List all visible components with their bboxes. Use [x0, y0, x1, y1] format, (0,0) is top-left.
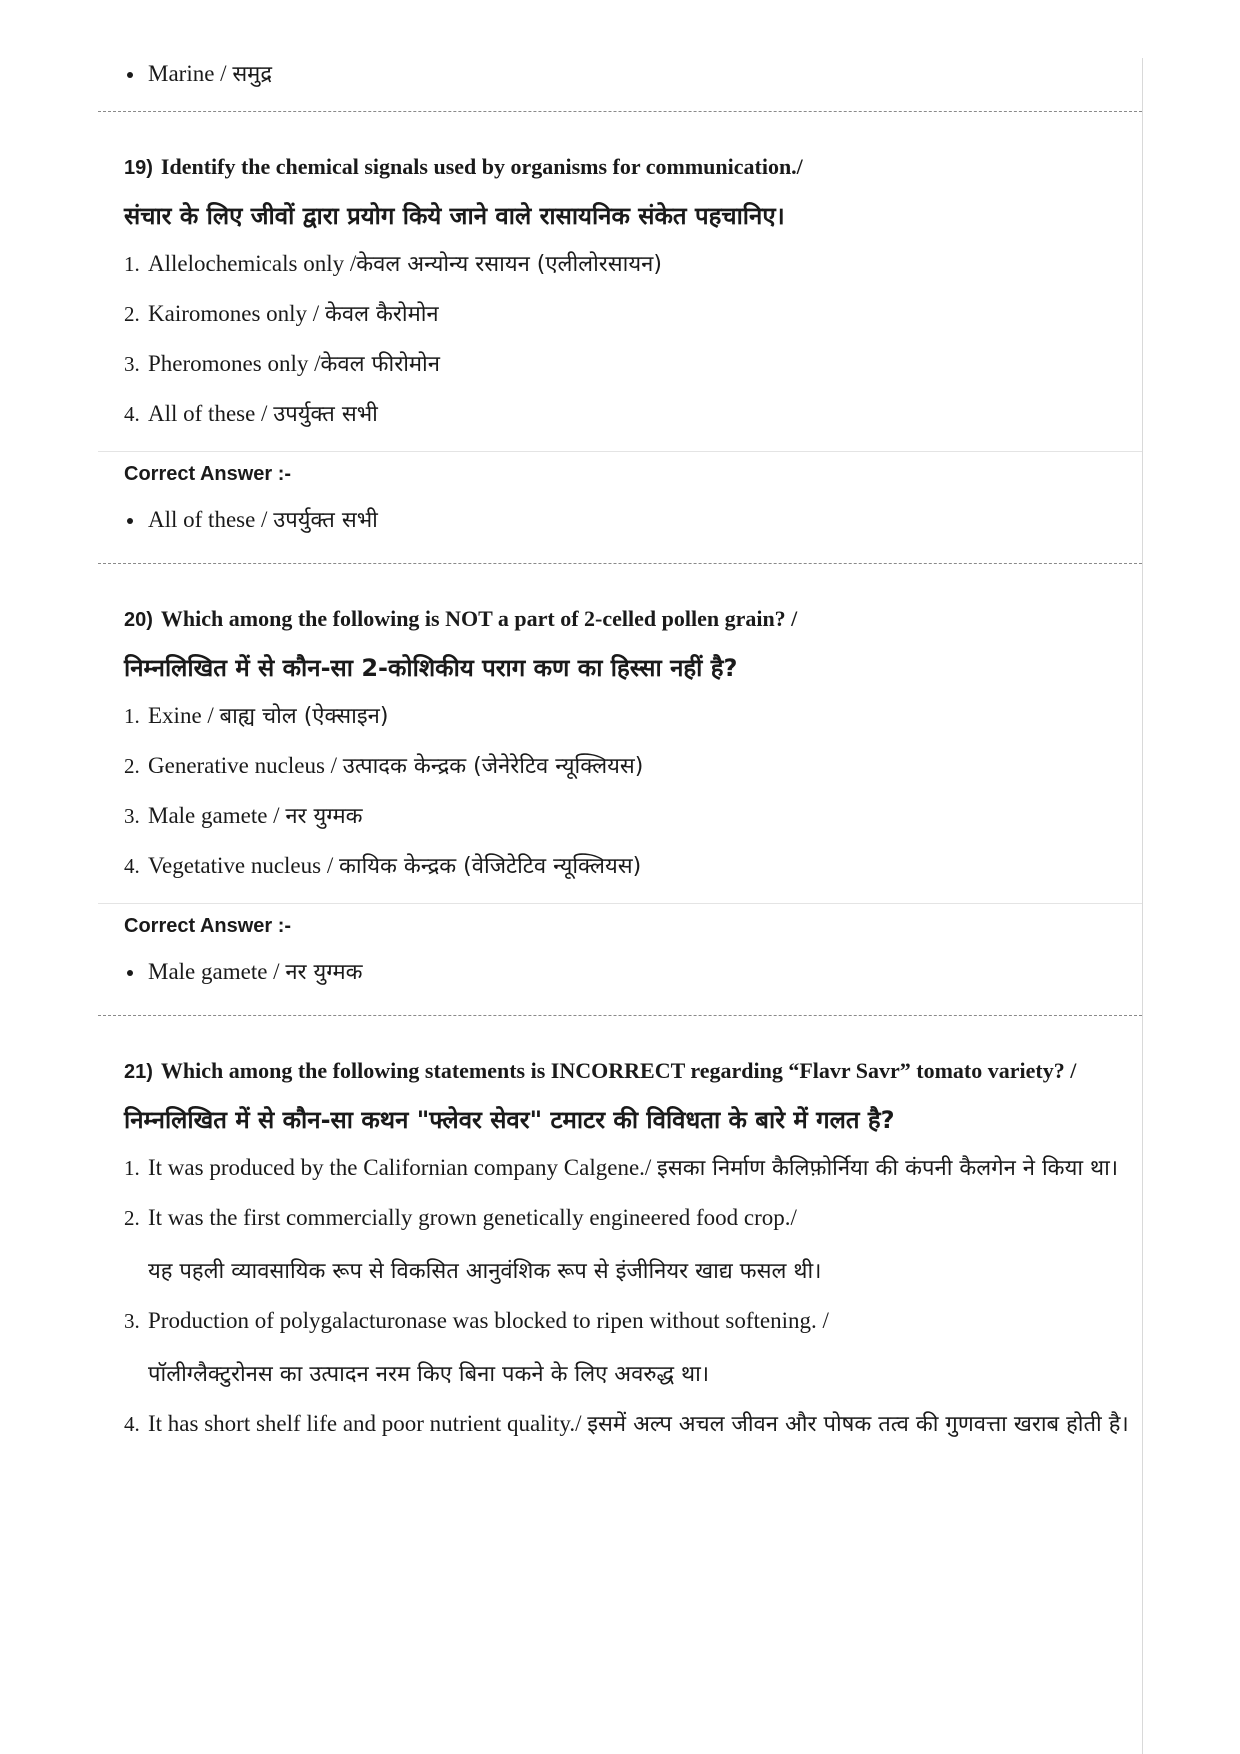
divider — [98, 563, 1142, 564]
correct-answer-label: Correct Answer :- — [124, 463, 292, 485]
option-1: 1. Exine / बाह्य चोल (ऐक्साइन) — [98, 700, 1142, 733]
option-3-hi: पॉलीग्लैक्टुरोनस का उत्पादन नरम किए बिना पकने के लिए अवरुद्ध था। — [148, 1362, 710, 1387]
option-2: 2. Kairomones only / केवल कैरोमोन — [98, 298, 1142, 331]
option-2-hi: यह पहली व्यावसायिक रूप से विकसित आनुवंशिक रूप से इंजीनियर खाद्य फसल थी। — [148, 1259, 822, 1284]
page — [98, 58, 1143, 1754]
question-text-hi: निम्नलिखित में से कौन-सा 2-कोशिकीय पराग कण का हिस्सा नहीं है? — [124, 654, 738, 682]
question-number: 19) — [124, 157, 153, 179]
question-21 — [98, 1054, 1142, 1441]
option-1: 1. It was produced by the Californian company Calgene./ इसका निर्माण कैलिफ़ोर्निया की कंपनी कैलगेन ने किया था। — [98, 1152, 1142, 1185]
option-3: 3. Production of polygalacturonase was blocked to ripen without softening. / पॉलीग्लैक्टुरोनस का उत्पादन नरम किए बिना पकने के लिए अवरुद्ध था। — [98, 1305, 1142, 1391]
question-number: 20) — [124, 609, 153, 631]
option-2: 2. It was the first commercially grown genetically engineered food crop./ यह पहली व्यावसायिक रूप से विकसित आनुवंशिक रूप से इंजीनियर खाद्य फसल थी। — [98, 1202, 1142, 1288]
correct-answer-label: Correct Answer :- — [124, 915, 292, 937]
divider — [98, 1015, 1142, 1016]
question-text-hi: निम्नलिखित में से कौन-सा कथन "फ्लेवर सेवर" टमाटर की विविधता के बारे में गलत है? — [124, 1106, 895, 1134]
question-text-en: 20) Which among the following is NOT a part of 2-celled pollen grain? / — [124, 606, 798, 631]
previous-answer-en: Marine / — [148, 61, 233, 86]
correct-answer: All of these / उपर्युक्त सभी — [98, 504, 1142, 537]
option-number: 1. — [124, 252, 140, 276]
option-number: 2. — [124, 754, 140, 778]
option-number: 3. — [124, 804, 140, 828]
option-4: 4. All of these / उपर्युक्त सभी — [98, 398, 1142, 431]
divider — [98, 903, 1142, 904]
question-19 — [98, 150, 1142, 537]
option-4: 4. It has short shelf life and poor nutrient quality./ इसमें अल्प अचल जीवन और पोषक तत्व की गुणवत्ता खराब होती है। — [98, 1408, 1142, 1441]
option-number: 3. — [124, 1309, 140, 1333]
question-text-en: 19) Identify the chemical signals used by organisms for communication./ — [124, 154, 803, 179]
divider — [98, 111, 1142, 112]
option-number: 1. — [124, 704, 140, 728]
question-number: 21) — [124, 1061, 153, 1083]
question-text-hi: संचार के लिए जीवों द्वारा प्रयोग किये जाने वाले रासायनिक संकेत पहचानिए। — [124, 202, 785, 230]
previous-answer-item — [98, 58, 1142, 91]
correct-answer: Male gamete / नर युग्मक — [98, 956, 1142, 989]
previous-answer-hi: समुद्र — [232, 62, 273, 87]
option-number: 2. — [124, 1206, 140, 1230]
option-1: 1. Allelochemicals only /केवल अन्योन्य रसायन (एलीलोरसायन) — [98, 248, 1142, 281]
option-number: 4. — [124, 854, 140, 878]
option-2: 2. Generative nucleus / उत्पादक केन्द्रक (जेनेरेटिव न्यूक्लियस) — [98, 750, 1142, 783]
question-20 — [98, 602, 1142, 989]
option-number: 4. — [124, 1412, 140, 1436]
option-4: 4. Vegetative nucleus / कायिक केन्द्रक (वेजिटेटिव न्यूक्लियस) — [98, 850, 1142, 883]
option-number: 3. — [124, 352, 140, 376]
question-text-en: 21) Which among the following statements is INCORRECT regarding “Flavr Savr” tomato variety? / — [124, 1058, 1077, 1083]
option-number: 4. — [124, 402, 140, 426]
divider — [98, 451, 1142, 452]
option-number: 1. — [124, 1156, 140, 1180]
option-number: 2. — [124, 302, 140, 326]
option-3: 3. Pheromones only /केवल फीरोमोन — [98, 348, 1142, 381]
option-3: 3. Male gamete / नर युग्मक — [98, 800, 1142, 833]
